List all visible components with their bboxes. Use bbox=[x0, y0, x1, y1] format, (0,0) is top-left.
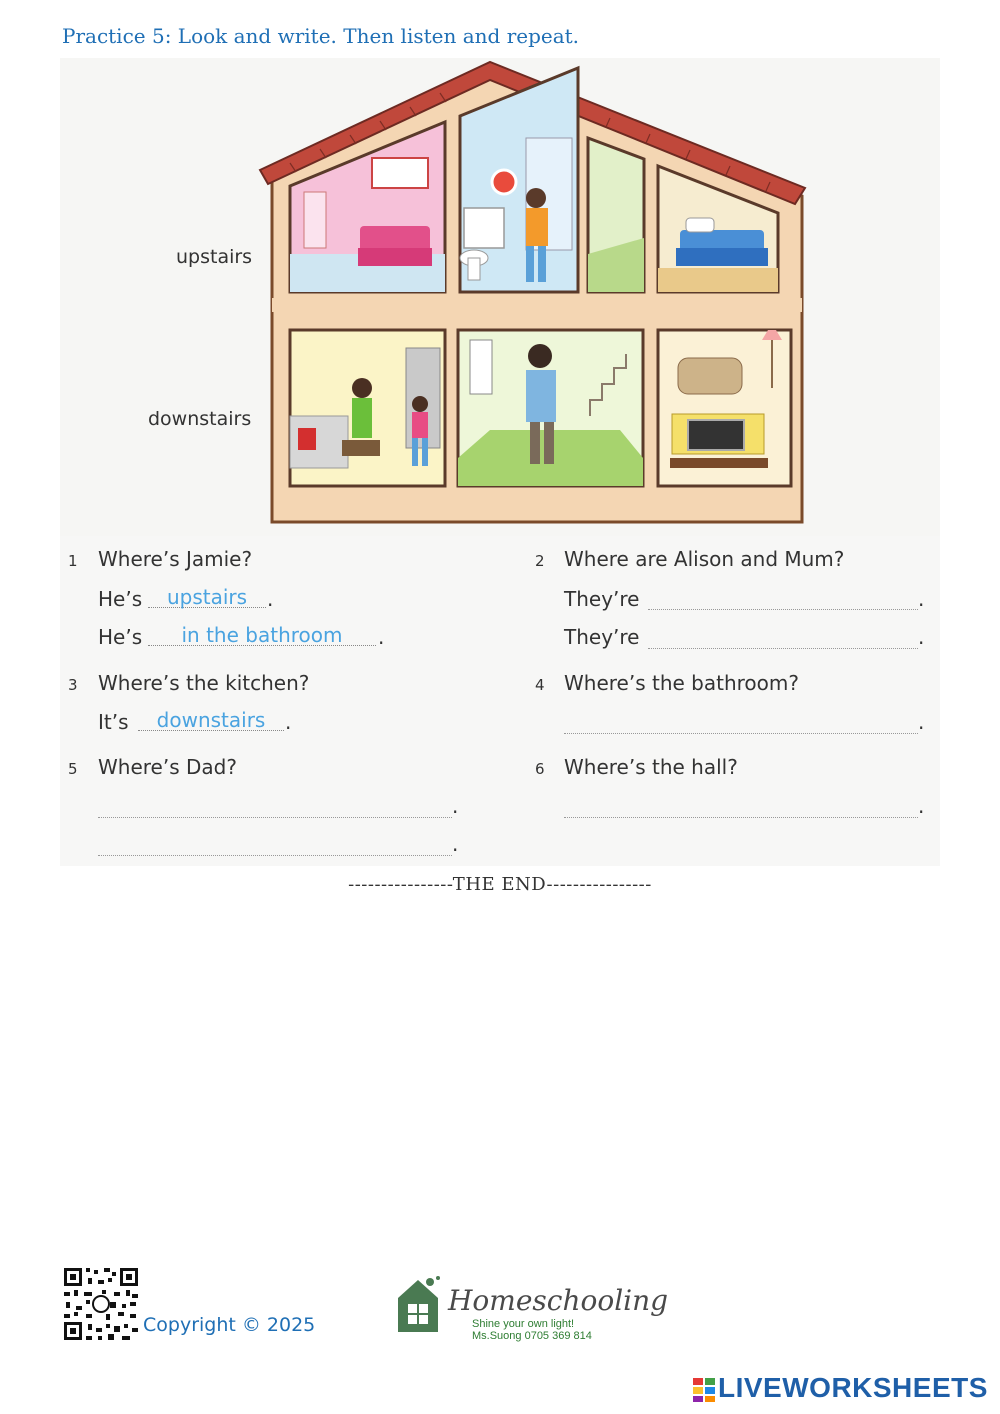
answer-prefix: It’s bbox=[98, 710, 129, 734]
question-number: 3 bbox=[68, 676, 78, 694]
house-figure bbox=[60, 58, 940, 536]
exercise-section: 1 Where’s Jamie? He’s upstairs . He’s in the bathroom . 2 Where are Alison and Mum? They’re . They’re . 3 Where’s the kitchen? It’s downstairs . 4 Where’s the bathroom? . 5 Where’s Dad? . . 6 Where’s the hall? . bbox=[60, 536, 940, 866]
question-text: Where’s Dad? bbox=[98, 755, 237, 779]
answer-field[interactable] bbox=[648, 609, 918, 610]
question-text: Where’s Jamie? bbox=[98, 547, 253, 571]
question-number: 6 bbox=[535, 760, 545, 778]
answer-prefix: He’s bbox=[98, 587, 143, 611]
downstairs-label: downstairs bbox=[148, 408, 252, 430]
answer-text: in the bathroom bbox=[181, 623, 343, 647]
room-living-room bbox=[658, 330, 791, 486]
room-hall bbox=[458, 330, 643, 486]
answer-prefix: He’s bbox=[98, 625, 143, 649]
answer-field[interactable] bbox=[148, 623, 376, 646]
question-number: 5 bbox=[68, 760, 78, 778]
question-text: Where’s the hall? bbox=[564, 755, 738, 779]
answer-field[interactable] bbox=[648, 648, 918, 649]
question-number: 2 bbox=[535, 552, 545, 570]
question-text: Where’s the bathroom? bbox=[564, 671, 799, 695]
liveworksheets-brand[interactable]: LIVEWORKSHEETS bbox=[718, 1372, 988, 1403]
answer-prefix: They’re bbox=[564, 587, 640, 611]
house-illustration bbox=[60, 58, 940, 536]
liveworksheets-logo-icon bbox=[693, 1378, 715, 1402]
answer-field[interactable] bbox=[138, 708, 284, 731]
upstairs-label: upstairs bbox=[176, 246, 253, 268]
answer-text: upstairs bbox=[166, 585, 248, 609]
question-text: Where’s the kitchen? bbox=[98, 671, 310, 695]
room-landing bbox=[588, 138, 644, 292]
the-end-text: ----------------THE END---------------- bbox=[348, 874, 652, 895]
qr-code-icon bbox=[62, 1266, 140, 1342]
answer-field[interactable] bbox=[148, 585, 266, 608]
house-logo-icon bbox=[394, 1274, 444, 1336]
question-number: 4 bbox=[535, 676, 545, 694]
brand-name: Homeschooling bbox=[448, 1284, 669, 1317]
answer-field[interactable] bbox=[564, 733, 918, 734]
answer-field[interactable] bbox=[98, 855, 452, 856]
question-text: Where are Alison and Mum? bbox=[564, 547, 845, 571]
answer-field[interactable] bbox=[98, 817, 452, 818]
answer-field[interactable] bbox=[564, 817, 918, 818]
brand-contact: Ms.Suong 0705 369 814 bbox=[472, 1330, 592, 1342]
room-kitchen bbox=[290, 330, 445, 486]
answer-prefix: They’re bbox=[564, 625, 640, 649]
brand-tagline: Shine your own light! bbox=[472, 1318, 575, 1330]
page-title: Practice 5: Look and write. Then listen and repeat. bbox=[62, 24, 580, 48]
question-number: 1 bbox=[68, 552, 78, 570]
answer-text: downstairs bbox=[156, 708, 266, 732]
copyright-text: Copyright © 2025 bbox=[143, 1314, 316, 1336]
